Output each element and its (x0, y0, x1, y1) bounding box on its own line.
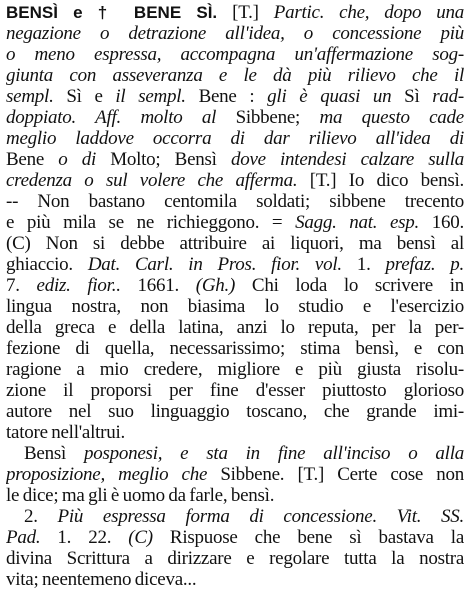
italic-run: doppiato. Aff. molto al (6, 107, 217, 128)
italic-run: Pad. (6, 527, 41, 548)
text-run: divina Scrittura a dirizzare e regolare tutta la nostra (6, 548, 464, 569)
text-run: Sì e (53, 86, 116, 107)
text-run: 1. 22. (40, 527, 129, 548)
italic-run: ediz. fior.. (36, 275, 121, 296)
italic-run: giunta con asseveranza e le dà più rilievo che il (6, 65, 464, 86)
text-run: -- Non bastano centomila soldati; sibbene trecento (6, 191, 464, 212)
text-run: [T.] (217, 2, 274, 23)
text-run: 160. (419, 212, 464, 233)
text-run: 2. (24, 506, 58, 527)
text-run: ragione a mio credere, migliore e più giusta risolu- (6, 359, 464, 380)
text-run: vita; neentemeno diceva... (6, 569, 197, 590)
italic-run: gli è quasi un (267, 86, 392, 107)
italic-run: posponesi, e sta in fine all'inciso o alla (83, 443, 464, 464)
italic-run: o meno espressa, accompagna un'affermazione sog- (6, 44, 464, 65)
italic-run: o di (58, 149, 97, 170)
italic-run: negazione o detrazione all'idea, o concessione più (6, 23, 464, 44)
text-run: 1661. (120, 275, 196, 296)
text-run: lingua nostra, non biasima lo studio e l'esercizio (6, 296, 464, 317)
italic-run: rad- (432, 86, 464, 107)
text-run: 1. (341, 254, 386, 275)
text-run: tatore nell'altrui. (6, 422, 126, 443)
text-run: e più mila se ne richieggono. = (6, 212, 296, 233)
text-run: autore nel suo linguaggio toscano, che grande imi- (6, 401, 464, 422)
italic-run: prefaz. p. (385, 254, 464, 275)
text-run: zione il proporsi per fine d'esser piuttosto glorioso (6, 380, 464, 401)
text-run: Bensì (24, 443, 84, 464)
text-run: ghiaccio. (6, 254, 88, 275)
text-run: (C) Non si debbe attribuire ai liquori, ma bensì al (6, 233, 464, 254)
text-run: 7. (6, 275, 37, 296)
text-run: [T.] Io dico bensì. (297, 170, 464, 191)
text-run: Sì (391, 86, 433, 107)
italic-run: il sempl. (115, 86, 186, 107)
italic-run: ma questo cade (319, 107, 464, 128)
italic-run: (Gh.) (195, 275, 236, 296)
italic-run: proposizione, meglio che (6, 464, 208, 485)
text-run: Chi loda lo scrivere in (235, 275, 464, 296)
italic-run: Più espressa forma di concessione. Vit. SS. (57, 506, 464, 527)
italic-run: credenza o sul volere che afferma. (6, 170, 298, 191)
text-run: Rispuose che bene sì bastava la (152, 527, 464, 548)
italic-run: Sagg. nat. esp. (295, 212, 420, 233)
entry-line (6, 567, 464, 593)
text-run: Molto; Bensì (96, 149, 231, 170)
italic-run: sempl. (6, 86, 54, 107)
headword: BENSÌ e † BENE SÌ. (6, 3, 218, 22)
text-run: Sibbene; (216, 107, 320, 128)
italic-run: Dat. Carl. in Pros. fior. vol. (87, 254, 342, 275)
text-run: le dice; ma gli è uomo da farle, bensì. (6, 485, 275, 506)
text-run: Bene (6, 149, 59, 170)
text-run: Sibbene. [T.] Certe cose non (207, 464, 464, 485)
text-run: della greca e della latina, anzi lo reputa, per la per- (6, 317, 464, 338)
italic-run: Partic. che, dopo una (273, 2, 464, 23)
italic-run: meglio laddove occorra di dar rilievo all'idea di (6, 128, 464, 149)
text-run: Bene : (185, 86, 268, 107)
italic-run: (C) (128, 527, 153, 548)
italic-run: dove intendesi calzare sulla (230, 149, 464, 170)
text-run: fezione di quella, necessarissimo; stima bensì, e con (6, 338, 464, 359)
